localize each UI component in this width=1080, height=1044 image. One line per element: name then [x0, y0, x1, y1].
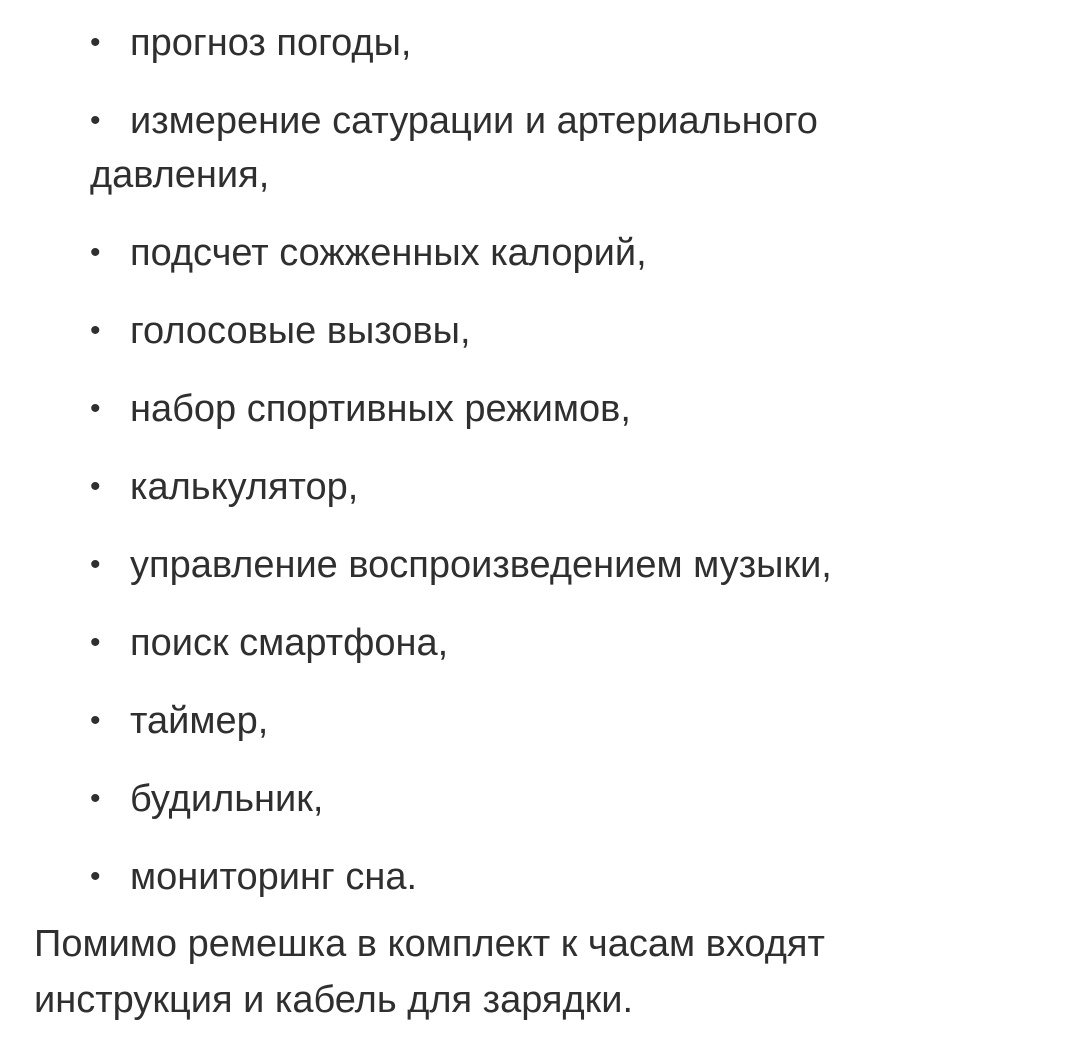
- list-item-text: измерение сатурации и артериального давления,: [90, 100, 818, 196]
- list-item-text: набор спортивных режимов,: [130, 388, 631, 430]
- bullet-icon: •: [90, 314, 101, 347]
- bullet-icon: •: [90, 392, 101, 425]
- list-item: [90, 538, 990, 592]
- list-item: [90, 16, 990, 70]
- list-item-text: таймер,: [130, 700, 269, 742]
- bullet-icon: •: [90, 704, 101, 737]
- bullet-icon: •: [90, 860, 101, 893]
- closing-paragraph: [34, 916, 934, 1028]
- list-item-text: мониторинг сна.: [130, 856, 418, 898]
- bullet-icon: •: [90, 548, 101, 581]
- closing-line-2: инструкция и кабель для зарядки.: [34, 979, 634, 1021]
- list-item: [90, 616, 990, 670]
- list-item-text: калькулятор,: [130, 466, 359, 508]
- list-item: [90, 694, 990, 748]
- list-item: [90, 772, 990, 826]
- list-item-text: прогноз погоды,: [130, 22, 412, 64]
- list-item: [90, 304, 990, 358]
- list-item-text: будильник,: [130, 778, 324, 820]
- list-item: [90, 382, 990, 436]
- bullet-icon: •: [90, 470, 101, 503]
- feature-list: [90, 16, 990, 928]
- list-item: [90, 226, 990, 280]
- list-item-text: голосовые вызовы,: [130, 310, 471, 352]
- bullet-icon: •: [90, 782, 101, 815]
- list-item-text: управление воспроизведением музыки,: [130, 544, 832, 586]
- list-item-text: подсчет сожженных калорий,: [130, 232, 647, 274]
- bullet-icon: •: [90, 26, 101, 59]
- bullet-icon: •: [90, 236, 101, 269]
- list-item: [90, 94, 990, 202]
- list-item-text: поиск смартфона,: [130, 622, 449, 664]
- list-item: [90, 460, 990, 514]
- list-item: [90, 850, 990, 904]
- bullet-icon: •: [90, 104, 101, 137]
- bullet-icon: •: [90, 626, 101, 659]
- closing-line-1: Помимо ремешка в комплект к часам входят: [34, 923, 825, 965]
